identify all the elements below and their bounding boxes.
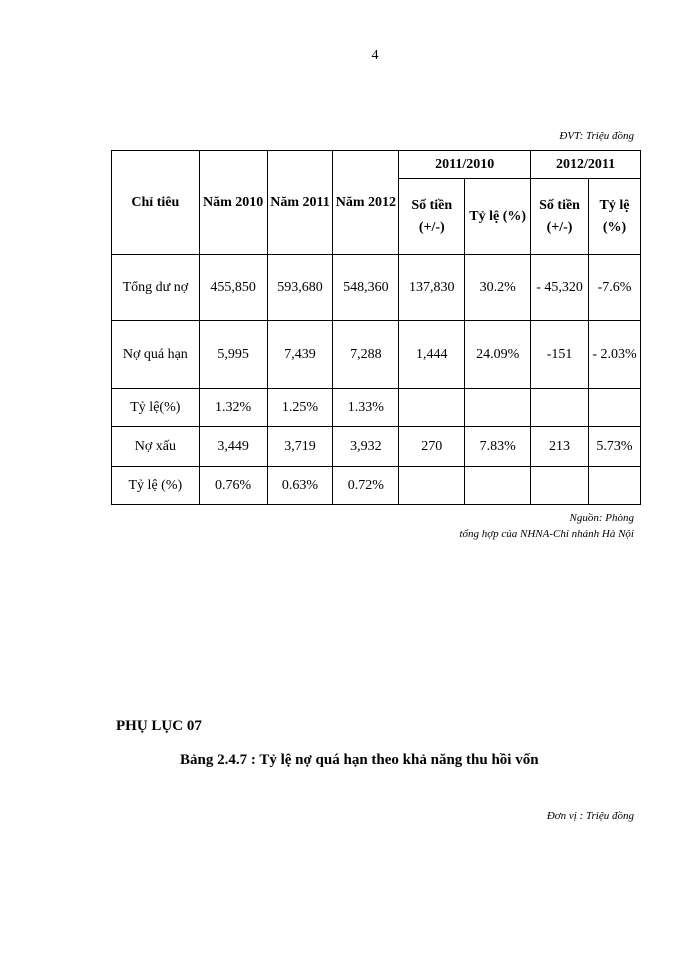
page-number: 4 [371,48,379,63]
cell-rate-1: 30.2% [465,255,531,321]
header-indicator: Chỉ tiêu [112,151,200,255]
header-amount-1: Số tiền (+/-) [399,179,465,255]
cell-2010: 455,850 [199,255,267,321]
table-row [112,255,641,321]
cell-change-2: - 45,320 [531,255,589,321]
cell-2010: 0.76% [199,467,267,505]
table-row [112,321,641,389]
debt-table [111,150,641,505]
header-year-2010: Năm 2010 [199,151,267,255]
source-note [459,510,634,542]
row-label: Nợ xấu [112,427,200,467]
table-row [112,427,641,467]
cell-rate-2: 5.73% [589,427,641,467]
cell-rate-1 [465,467,531,505]
appendix-title: PHỤ LỤC 07 [116,718,202,734]
table-row [112,389,641,427]
cell-rate-1 [465,389,531,427]
cell-rate-2 [589,389,641,427]
cell-2012: 3,932 [333,427,399,467]
cell-2010: 1.32% [199,389,267,427]
cell-change-1 [399,389,465,427]
row-label: Nợ quá hạn [112,321,200,389]
header-year-2011: Năm 2011 [267,151,333,255]
cell-rate-1: 24.09% [465,321,531,389]
row-label: Tỷ lệ (%) [112,467,200,505]
row-label: Tỷ lệ(%) [112,389,200,427]
cell-rate-2: - 2.03% [589,321,641,389]
table-title: Bảng 2.4.7 : Tỷ lệ nợ quá hạn theo khả năng thu hồi vốn [180,752,539,768]
header-group-2012-2011: 2012/2011 [531,151,641,179]
header-rate-2: Tỷ lệ (%) [589,179,641,255]
source-line-2: tổng hợp của NHNA-Chi nhánh Hà Nội [459,528,634,540]
header-amount-2: Số tiền (+/-) [531,179,589,255]
cell-2012: 1.33% [333,389,399,427]
cell-2010: 3,449 [199,427,267,467]
cell-change-2: -151 [531,321,589,389]
cell-change-2: 213 [531,427,589,467]
header-rate-1: Tỷ lệ (%) [465,179,531,255]
cell-2011: 593,680 [267,255,333,321]
cell-2011: 1.25% [267,389,333,427]
source-line-1: Nguồn: Phòng [569,512,634,524]
cell-change-1 [399,467,465,505]
cell-2012: 7,288 [333,321,399,389]
cell-2012: 548,360 [333,255,399,321]
cell-rate-2 [589,467,641,505]
cell-2011: 0.63% [267,467,333,505]
row-label: Tổng dư nợ [112,255,200,321]
cell-change-1: 1,444 [399,321,465,389]
cell-change-1: 137,830 [399,255,465,321]
cell-2010: 5,995 [199,321,267,389]
cell-2011: 7,439 [267,321,333,389]
table-row [112,467,641,505]
unit-label-2: Đơn vị : Triệu đồng [546,810,634,822]
cell-rate-1: 7.83% [465,427,531,467]
cell-change-2 [531,467,589,505]
cell-rate-2: -7.6% [589,255,641,321]
cell-change-2 [531,389,589,427]
cell-change-1: 270 [399,427,465,467]
cell-2012: 0.72% [333,467,399,505]
header-group-2011-2010: 2011/2010 [399,151,531,179]
cell-2011: 3,719 [267,427,333,467]
header-year-2012: Năm 2012 [333,151,399,255]
unit-label: ĐVT: Triệu đồng [559,130,634,142]
